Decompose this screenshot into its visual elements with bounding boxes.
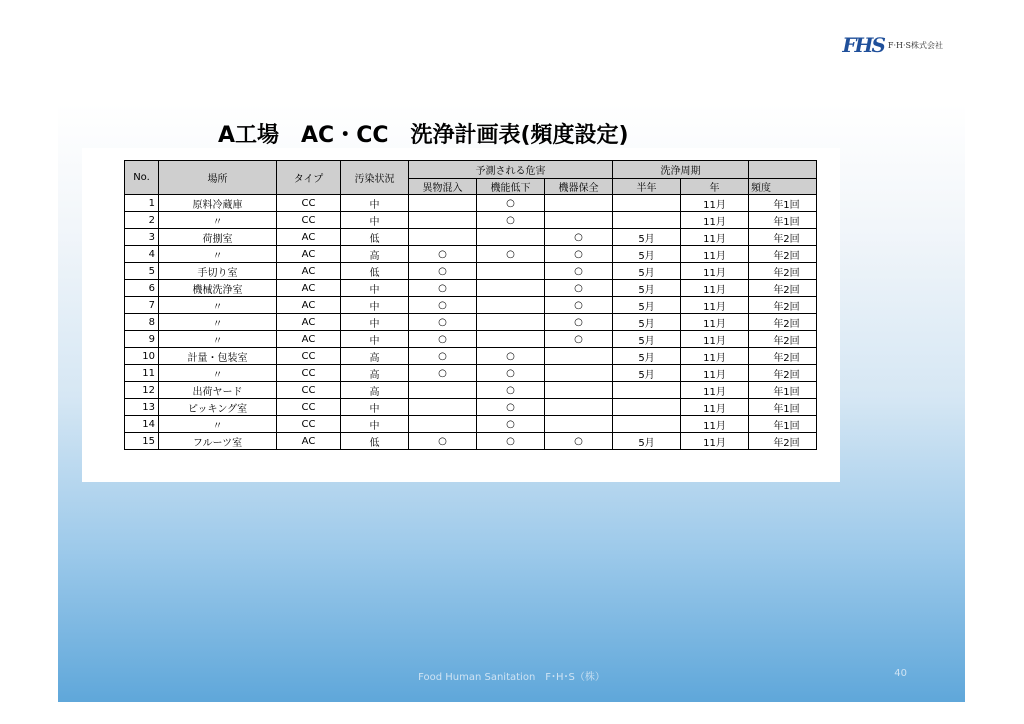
row-frequency: 年2回 [749,348,817,365]
row-contamination: 高 [341,348,409,365]
row-foreign-matter: ○ [409,314,477,331]
row-year: 11月 [681,382,749,399]
table-row [125,212,817,229]
row-location: 手切り室 [159,263,277,280]
row-contamination: 低 [341,229,409,246]
table-row [125,263,817,280]
row-function-decline [477,229,545,246]
row-function-decline: ○ [477,382,545,399]
row-frequency: 年2回 [749,229,817,246]
row-no: 4 [125,246,159,263]
row-location: 〃 [159,246,277,263]
row-location: 〃 [159,297,277,314]
row-no: 12 [125,382,159,399]
row-year: 11月 [681,416,749,433]
row-type: AC [277,246,341,263]
row-half-year: 5月 [613,433,681,450]
row-half-year [613,212,681,229]
row-function-decline [477,314,545,331]
row-location: 〃 [159,365,277,382]
table-row [125,246,817,263]
row-equipment-maintenance: ○ [545,229,613,246]
row-contamination: 中 [341,314,409,331]
table-row [125,331,817,348]
row-no: 1 [125,195,159,212]
row-location: 〃 [159,314,277,331]
row-type: CC [277,416,341,433]
row-equipment-maintenance [545,195,613,212]
row-frequency: 年2回 [749,280,817,297]
table-row [125,314,817,331]
table-row [125,297,817,314]
row-no: 6 [125,280,159,297]
row-no: 10 [125,348,159,365]
row-contamination: 中 [341,297,409,314]
row-half-year [613,382,681,399]
row-frequency: 年1回 [749,382,817,399]
row-equipment-maintenance [545,212,613,229]
row-half-year: 5月 [613,280,681,297]
header-predicted-hazard: 予測される危害 [409,161,613,179]
row-year: 11月 [681,399,749,416]
table-row [125,382,817,399]
row-half-year: 5月 [613,331,681,348]
row-frequency: 年2回 [749,246,817,263]
row-equipment-maintenance: ○ [545,314,613,331]
company-name: F·H·S株式会社 [887,40,943,50]
row-foreign-matter: ○ [409,365,477,382]
row-year: 11月 [681,433,749,450]
table-row [125,280,817,297]
row-year: 11月 [681,280,749,297]
row-function-decline: ○ [477,246,545,263]
row-foreign-matter [409,399,477,416]
page-title: A工場 AC・CC 洗浄計画表(頻度設定) [218,123,629,148]
row-foreign-matter: ○ [409,348,477,365]
row-type: AC [277,280,341,297]
row-year: 11月 [681,195,749,212]
row-frequency: 年1回 [749,399,817,416]
row-frequency: 年1回 [749,416,817,433]
header-year: 年 [681,179,749,195]
cleaning-plan-table [124,160,817,450]
row-contamination: 中 [341,280,409,297]
row-type: AC [277,314,341,331]
row-no: 3 [125,229,159,246]
header-location: 場所 [159,161,277,195]
row-location: 機械洗浄室 [159,280,277,297]
row-function-decline: ○ [477,365,545,382]
row-function-decline [477,297,545,314]
table-row [125,348,817,365]
row-function-decline [477,280,545,297]
row-function-decline: ○ [477,416,545,433]
header-blank [749,161,817,179]
page-number: 40 [894,668,907,679]
row-location: 出荷ヤード [159,382,277,399]
row-type: CC [277,212,341,229]
header-contamination: 汚染状況 [341,161,409,195]
row-type: CC [277,399,341,416]
row-foreign-matter: ○ [409,246,477,263]
row-equipment-maintenance [545,382,613,399]
row-no: 15 [125,433,159,450]
header-equipment-maintenance: 機器保全 [545,179,613,195]
row-half-year: 5月 [613,229,681,246]
row-frequency: 年2回 [749,433,817,450]
row-half-year: 5月 [613,314,681,331]
row-function-decline: ○ [477,399,545,416]
row-frequency: 年2回 [749,263,817,280]
row-contamination: 低 [341,263,409,280]
row-no: 11 [125,365,159,382]
row-foreign-matter: ○ [409,280,477,297]
table-row [125,399,817,416]
row-foreign-matter [409,195,477,212]
row-function-decline: ○ [477,433,545,450]
row-frequency: 年2回 [749,297,817,314]
row-function-decline [477,263,545,280]
row-foreign-matter: ○ [409,433,477,450]
row-equipment-maintenance: ○ [545,331,613,348]
row-foreign-matter: ○ [409,263,477,280]
row-function-decline: ○ [477,195,545,212]
row-frequency: 年1回 [749,195,817,212]
header-type: タイプ [277,161,341,195]
row-equipment-maintenance: ○ [545,433,613,450]
table-row [125,195,817,212]
row-no: 13 [125,399,159,416]
header-no: No. [125,161,159,195]
row-location: 荷捌室 [159,229,277,246]
row-type: CC [277,365,341,382]
row-equipment-maintenance: ○ [545,246,613,263]
row-year: 11月 [681,297,749,314]
row-function-decline [477,331,545,348]
row-contamination: 中 [341,195,409,212]
row-contamination: 高 [341,246,409,263]
row-contamination: 中 [341,416,409,433]
row-no: 14 [125,416,159,433]
row-type: AC [277,297,341,314]
row-type: CC [277,195,341,212]
row-location: 原料冷蔵庫 [159,195,277,212]
row-equipment-maintenance [545,365,613,382]
row-half-year [613,195,681,212]
row-type: CC [277,348,341,365]
row-contamination: 中 [341,331,409,348]
row-equipment-maintenance [545,399,613,416]
row-frequency: 年2回 [749,331,817,348]
row-frequency: 年1回 [749,212,817,229]
row-type: AC [277,433,341,450]
row-no: 8 [125,314,159,331]
row-location: 計量・包装室 [159,348,277,365]
row-no: 7 [125,297,159,314]
row-contamination: 高 [341,382,409,399]
row-year: 11月 [681,331,749,348]
row-contamination: 中 [341,399,409,416]
row-foreign-matter [409,212,477,229]
header-frequency: 頻度 [749,179,817,195]
header-cleaning-cycle: 洗浄周期 [613,161,749,179]
footer-text: Food Human Sanitation F･H･S（株） [418,672,605,683]
row-location: 〃 [159,416,277,433]
row-no: 5 [125,263,159,280]
row-type: AC [277,229,341,246]
row-foreign-matter [409,416,477,433]
row-no: 9 [125,331,159,348]
row-half-year [613,399,681,416]
header-half-year: 半年 [613,179,681,195]
row-year: 11月 [681,229,749,246]
header-function-decline: 機能低下 [477,179,545,195]
row-function-decline: ○ [477,212,545,229]
row-half-year: 5月 [613,297,681,314]
row-location: フルーツ室 [159,433,277,450]
row-equipment-maintenance [545,348,613,365]
row-frequency: 年2回 [749,314,817,331]
table-row [125,433,817,450]
row-half-year: 5月 [613,365,681,382]
row-half-year [613,416,681,433]
row-equipment-maintenance: ○ [545,263,613,280]
table-row [125,365,817,382]
row-contamination: 中 [341,212,409,229]
row-equipment-maintenance: ○ [545,297,613,314]
row-half-year: 5月 [613,246,681,263]
row-foreign-matter [409,382,477,399]
row-equipment-maintenance: ○ [545,280,613,297]
row-type: AC [277,331,341,348]
row-location: ピッキング室 [159,399,277,416]
row-no: 2 [125,212,159,229]
company-logo [842,30,943,60]
row-year: 11月 [681,314,749,331]
row-foreign-matter [409,229,477,246]
table-row [125,229,817,246]
row-function-decline: ○ [477,348,545,365]
row-foreign-matter: ○ [409,297,477,314]
row-frequency: 年2回 [749,365,817,382]
row-foreign-matter: ○ [409,331,477,348]
row-half-year: 5月 [613,263,681,280]
row-year: 11月 [681,212,749,229]
row-equipment-maintenance [545,416,613,433]
fhs-logo-icon: FHS [842,33,884,57]
row-year: 11月 [681,365,749,382]
row-type: CC [277,382,341,399]
table-row [125,416,817,433]
row-contamination: 低 [341,433,409,450]
row-year: 11月 [681,348,749,365]
header-foreign-matter: 異物混入 [409,179,477,195]
row-location: 〃 [159,331,277,348]
row-location: 〃 [159,212,277,229]
row-type: AC [277,263,341,280]
row-half-year: 5月 [613,348,681,365]
row-year: 11月 [681,263,749,280]
row-contamination: 高 [341,365,409,382]
row-year: 11月 [681,246,749,263]
